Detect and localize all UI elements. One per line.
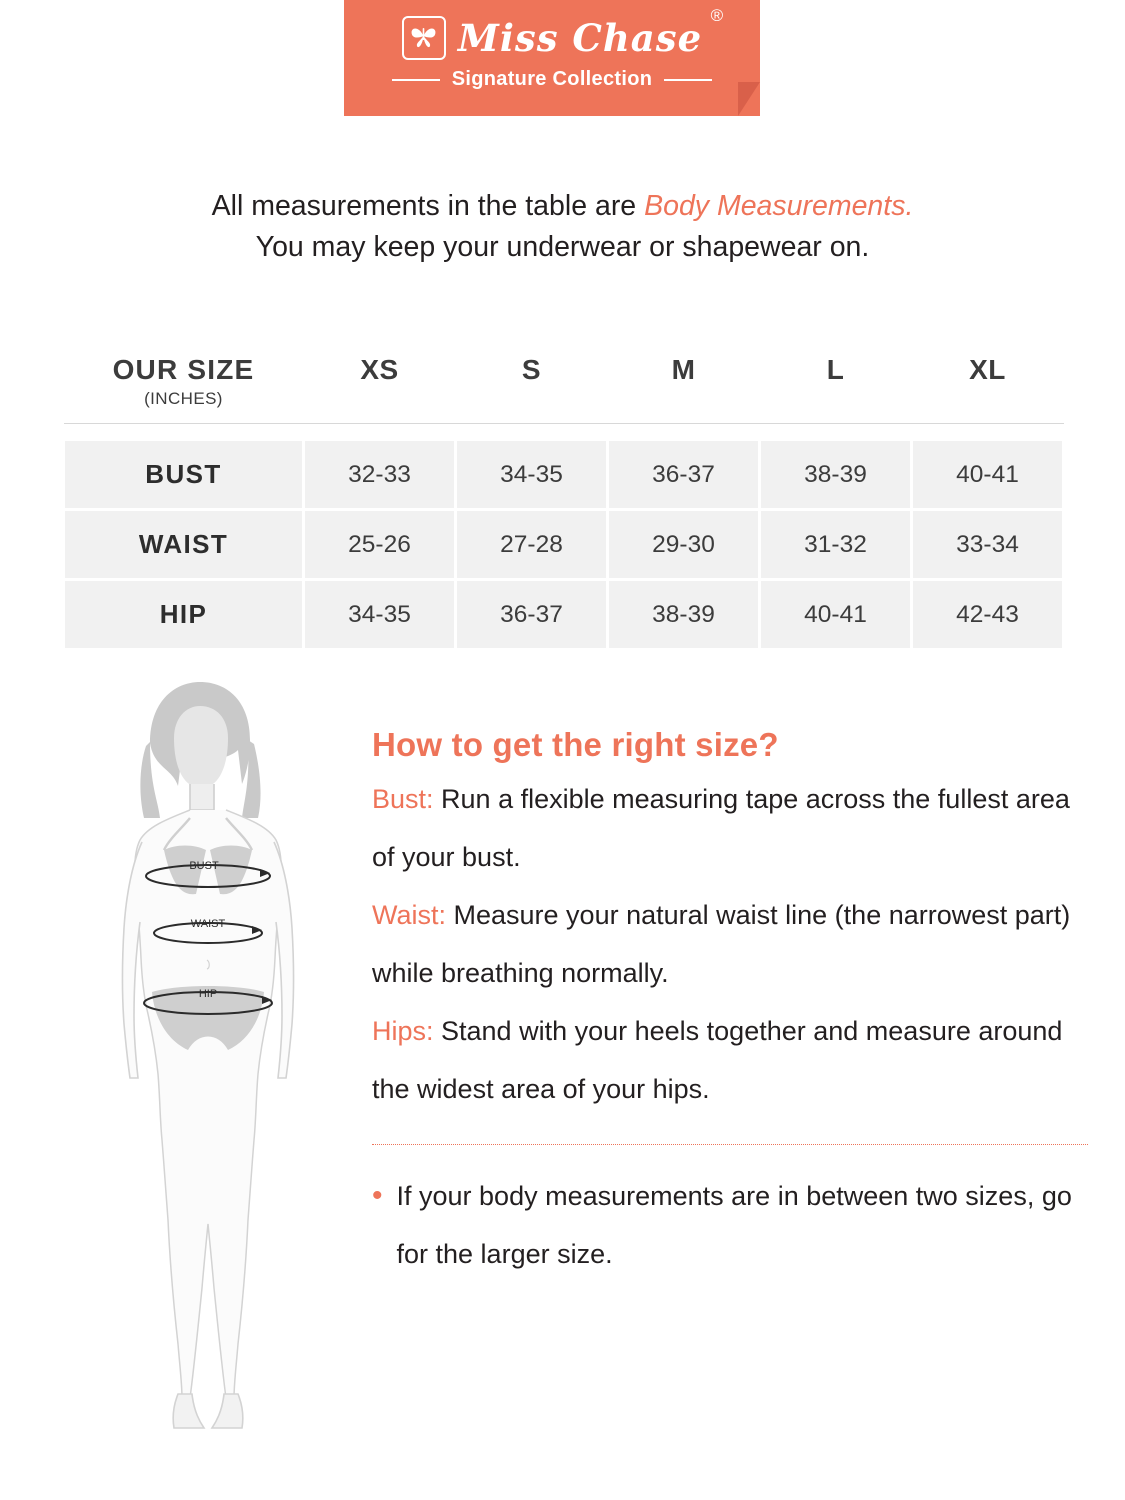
cell-hip-m: 38-39 (608, 580, 760, 650)
row-label-bust: BUST (64, 440, 304, 510)
brand-name-text: Miss Chase (457, 16, 703, 60)
cell-hip-l: 40-41 (760, 580, 912, 650)
how-to-text-bust: Run a flexible measuring tape across the fullest area of your bust. (372, 784, 1070, 872)
how-to-item-bust (372, 770, 1088, 886)
intro-line-1 (0, 186, 1125, 227)
brand-subtitle: Signature Collection (451, 68, 653, 90)
column-header-xl: XL (969, 354, 1006, 385)
how-to-key-bust: Bust: (372, 784, 434, 814)
rule-right (664, 79, 712, 81)
cell-waist-m: 29-30 (608, 510, 760, 580)
units-label: (INCHES) (144, 389, 223, 408)
column-header-s: S (521, 354, 542, 385)
rule-left (392, 79, 440, 81)
section-divider (372, 1144, 1088, 1145)
size-chart-table-wrapper (62, 348, 1062, 651)
cell-waist-xl: 33-34 (912, 510, 1064, 580)
how-to-text-waist: Measure your natural waist line (the narrowest part) while breathing normally. (372, 900, 1071, 988)
table-row (64, 580, 1064, 650)
bullet-icon: • (372, 1179, 383, 1212)
cell-bust-xl: 40-41 (912, 440, 1064, 510)
table-row (64, 510, 1064, 580)
intro-line-1-emphasis: Body Measurements. (644, 190, 914, 222)
butterfly-icon (402, 16, 446, 60)
how-to-note-text: If your body measurements are in between two sizes, go for the larger size. (396, 1181, 1072, 1269)
how-to-section (372, 726, 1088, 1283)
cell-waist-xs: 25-26 (304, 510, 456, 580)
brand-banner (344, 0, 760, 116)
cell-bust-xs: 32-33 (304, 440, 456, 510)
size-chart-table (62, 348, 1065, 651)
brand-name (457, 6, 725, 60)
cell-bust-l: 38-39 (760, 440, 912, 510)
table-spacer (64, 424, 1064, 440)
column-header-l: L (826, 354, 845, 385)
figure-label-waist-text: WAIST (190, 918, 226, 930)
figure-label-hip-text: HIP (198, 988, 218, 1000)
row-label-hip: HIP (64, 580, 304, 650)
intro-text (0, 186, 1125, 268)
row-label-waist: WAIST (64, 510, 304, 580)
how-to-note (372, 1167, 1088, 1283)
cell-bust-m: 36-37 (608, 440, 760, 510)
table-row (64, 440, 1064, 510)
how-to-item-hips (372, 1002, 1088, 1118)
cell-hip-xs: 34-35 (304, 580, 456, 650)
brand-subtitle-row (344, 68, 760, 91)
registered-mark: ® (710, 6, 725, 25)
cell-bust-s: 34-35 (456, 440, 608, 510)
how-to-key-waist: Waist: (372, 900, 446, 930)
intro-line-2: You may keep your underwear or shapewear on. (255, 231, 870, 263)
brand-row (344, 6, 760, 60)
table-corner-label: OUR SIZE (112, 354, 255, 385)
table-header-row (64, 348, 1064, 388)
body-measurement-figure (78, 668, 338, 1458)
intro-line-1-plain: All measurements in the table are (211, 190, 645, 222)
column-header-m: M (671, 354, 696, 385)
how-to-key-hips: Hips: (372, 1016, 434, 1046)
cell-waist-l: 31-32 (760, 510, 912, 580)
how-to-text-hips: Stand with your heels together and measure around the widest area of your hips. (372, 1016, 1063, 1104)
cell-waist-s: 27-28 (456, 510, 608, 580)
figure-label-bust-text: BUST (189, 860, 219, 872)
cell-hip-s: 36-37 (456, 580, 608, 650)
how-to-heading: How to get the right size? (372, 726, 779, 763)
table-units-row (64, 388, 1064, 423)
column-header-xs: XS (360, 354, 399, 385)
cell-hip-xl: 42-43 (912, 580, 1064, 650)
how-to-item-waist (372, 886, 1088, 1002)
